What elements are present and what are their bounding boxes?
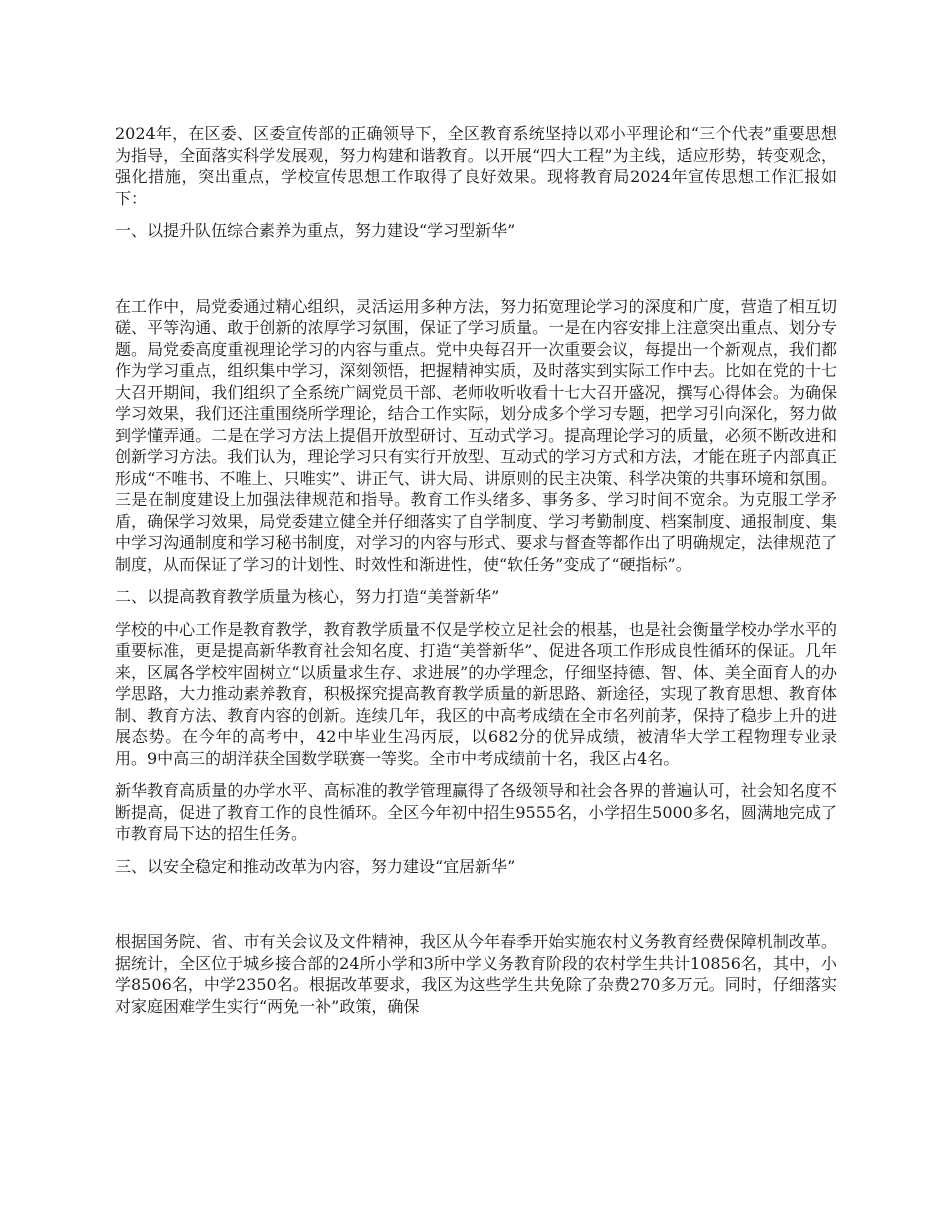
- blank-gap: [115, 253, 837, 296]
- section-3-heading: 三、以安全稳定和推动改革为内容，努力建设“宜居新华”: [115, 856, 516, 876]
- section-2-paragraph-1: 学校的中心工作是教育教学，教育教学质量不仅是学校立足社会的根基，也是社会衡量学校办学水平的重要标准，更是提高新华教育社会知名度、打造“美誉新华”、促进各项工作形成良性循环的保证。几年来，区属各学校牢固树立“以质量求生存、求进展”的办学理念，仔细坚持德、智、体、美全面育人的办学思路，大力推动素养教育，积极探究提高教育教学质量的新思路、新途径，实现了教育思想、教育体制、教育方法、教育内容的创新。连续几年，我区的中高考成绩在全市名列前茅，保持了稳步上升的进展态势。在今年的高考中，42中毕业生冯丙辰，以682分的优异成绩，被清华大学工程物理专业录用。9中高三的胡洋获全国数学联赛一等奖。全市中考成绩前十名，我区占4名。: [115, 619, 837, 768]
- section-1-paragraph: 在工作中，局党委通过精心组织，灵活运用多种方法，努力拓宽理论学习的深度和广度，营造了相互切磋、平等沟通、敢于创新的浓厚学习氛围，保证了学习质量。一是在内容安排上注意突出重点、划分专题。局党委高度重视理论学习的内容与重点。党中央每召开一次重要会议，每提出一个新观点，我们都作为学习重点，组织集中学习，深刻领悟，把握精神实质，及时落实到实际工作中去。比如在党的十七大召开期间，我们组织了全系统广阔党员干部、老师收听收看十七大召开盛况，撰写心得体会。为确保学习效果，我们还注重围绕所学理论，结合工作实际，划分成多个学习专题，把学习引向深化，努力做到学懂弄通。二是在学习方法上提倡开放型研讨、互动式学习。提高理论学习的质量，必须不断改进和创新学习方法。我们认为，理论学习只有实行开放型、互动式的学习方式和方法，才能在班子内部真正形成“不唯书、不唯上、只唯实”、讲正气、讲大局、讲原则的民主决策、科学决策的共事环境和氛围。三是在制度建设上加强法律规范和指导。教育工作头绪多、事务多、学习时间不宽余。为克服工学矛盾，确保学习效果，局党委建立健全并仔细落实了自学制度、学习考勤制度、档案制度、通报制度、集中学习沟通制度和学习秘书制度，对学习的内容与形式、要求与督查等都作出了明确规定，法律规范了制度，从而保证了学习的计划性、时效性和渐进性，使“软任务”变成了“硬指标”。: [115, 296, 837, 574]
- section-1-heading: 一、以提升队伍综合素养为重点，努力建设“学习型新华”: [115, 221, 516, 240]
- section-2-heading: 二、以提高教育教学质量为核心，努力打造“美誉新华”: [115, 587, 500, 606]
- section-3-paragraph: 根据国务院、省、市有关会议及文件精神，我区从今年春季开始实施农村义务教育经费保障机制改革。据统计，全区位于城乡接合部的24所小学和3所中学义务教育阶段的农村学生共计10856名，其中，小学8506名，中学2350名。根据改革要求，我区为这些学生共免除了杂费270多万元。同时，仔细落实对家庭困难学生实行“两免一补”政策，确保: [115, 932, 837, 1016]
- section-2-paragraph-2: 新华教育高质量的办学水平、高标准的教学管理赢得了各级领导和社会各界的普遍认可，社会知名度不断提高，促进了教育工作的良性循环。全区今年初中招生9555名，小学招生5000多名，圆满地完成了市教育局下达的招生任务。: [115, 781, 837, 843]
- blank-gap: [115, 888, 837, 931]
- intro-paragraph: 2024年，在区委、区委宣传部的正确领导下，全区教育系统坚持以邓小平理论和“三个代表”重要思想为指导，全面落实科学发展观，努力构建和谐教育。以开展“四大工程”为主线，适应形势，转变观念，强化措施，突出重点，学校宣传思想工作取得了良好效果。现将教育局2024年宣传思想工作汇报如下：: [115, 124, 837, 208]
- document-body: [115, 123, 837, 1028]
